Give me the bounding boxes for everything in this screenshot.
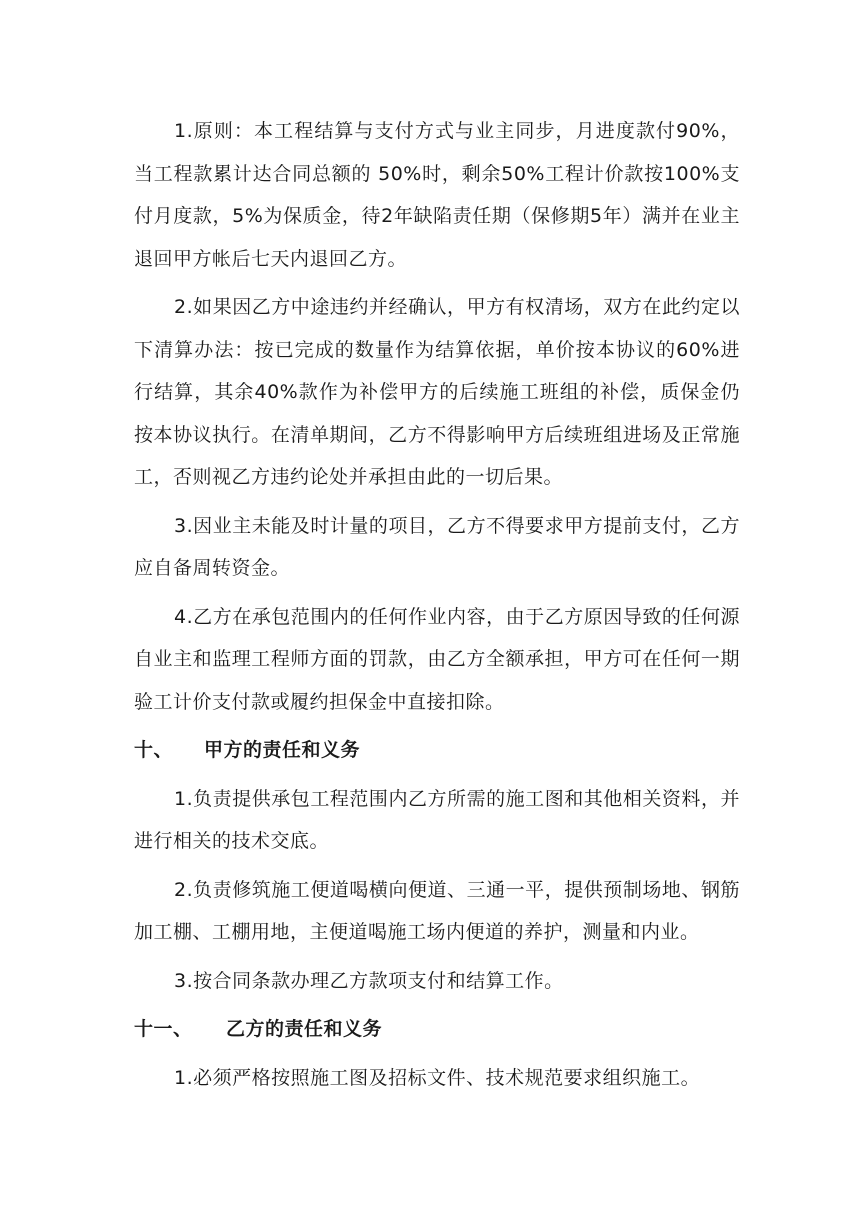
clause-paragraph: 1.原则：本工程结算与支付方式与业主同步，月进度款付90%，当工程款累计达合同总额的 50%时，剩余50%工程计价款按100%支付月度款，5%为保质金，待2年缺陷责任期（保修期5年）满并在业主退回甲方帐后七天内退回乙方。	[134, 120, 740, 270]
section-title: 甲方的责任和义务	[204, 739, 361, 761]
clause-paragraph: 4.乙方在承包范围内的任何作业内容，由于乙方原因导致的任何源自业主和监理工程师方面的罚款，由乙方全额承担，甲方可在任何一期验工计价支付款或履约担保金中直接扣除。	[134, 605, 740, 713]
section-number: 十一、	[134, 1018, 193, 1040]
clause-paragraph: 1.负责提供承包工程范围内乙方所需的施工图和其他相关资料，并进行相关的技术交底。	[134, 787, 740, 852]
section-number: 十、	[134, 739, 174, 761]
section-title: 乙方的责任和义务	[226, 1018, 383, 1040]
clause-paragraph: 3.因业主未能及时计量的项目，乙方不得要求甲方提前支付，乙方应自备周转资金。	[134, 514, 740, 579]
clause-paragraph: 2.负责修筑施工便道喝横向便道、三通一平，提供预制场地、钢筋加工棚、工棚用地，主便道喝施工场内便道的养护，测量和内业。	[134, 878, 740, 943]
clause-paragraph: 1.必须严格按照施工图及招标文件、技术规范要求组织施工。	[174, 1066, 701, 1089]
clause-paragraph: 2.如果因乙方中途违约并经确认，甲方有权清场，双方在此约定以下清算办法：按已完成的数量作为结算依据，单价按本协议的60%进行结算，其余40%款作为补偿甲方的后续施工班组的补偿，质保金仍按本协议执行。在清单期间，乙方不得影响甲方后续班组进场及正常施工，否则视乙方违约论处并承担由此的一切后果。	[134, 296, 740, 488]
section-heading-10	[134, 729, 740, 772]
clause-paragraph: 3.按合同条款办理乙方款项支付和结算工作。	[174, 969, 564, 992]
section-heading-11	[134, 1008, 740, 1051]
document-body	[134, 110, 740, 1105]
